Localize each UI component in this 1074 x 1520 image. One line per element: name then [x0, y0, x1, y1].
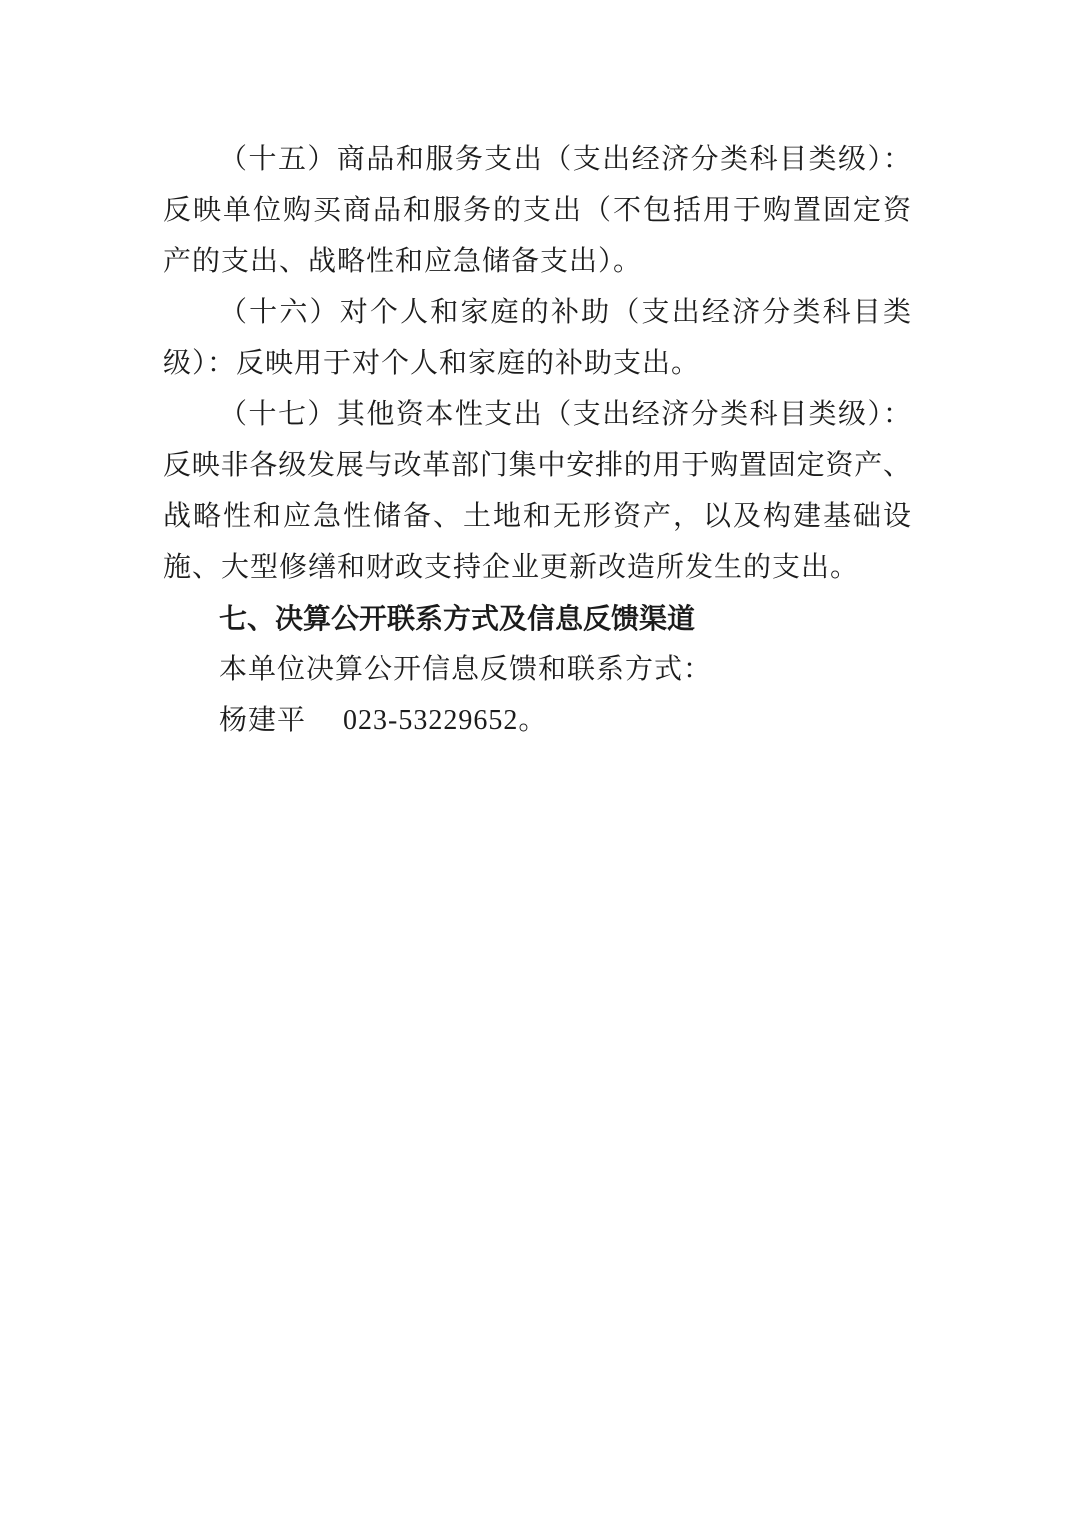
text-line: （十七）其他资本性支出（支出经济分类科目类级）： [219, 399, 911, 430]
paragraph-item-15 [163, 134, 911, 287]
text-line: 施、大型修缮和财政支持企业更新改造所发生的支出。 [163, 552, 860, 583]
text-line: 级）：反映用于对个人和家庭的补助支出。 [163, 348, 701, 379]
text-line: 产的支出、战略性和应急储备支出）。 [163, 246, 643, 277]
text-line: （十五）商品和服务支出（支出经济分类科目类级）： [219, 144, 911, 175]
contact-phone: 023-53229652。 [343, 705, 548, 736]
paragraph-item-17 [163, 389, 911, 593]
paragraph-item-16 [163, 287, 911, 389]
contact-name: 杨建平 [219, 705, 307, 736]
section-heading: 七、决算公开联系方式及信息反馈渠道 [219, 603, 696, 634]
contact-line [163, 695, 911, 746]
text-line: （十六）对个人和家庭的补助（支出经济分类科目类 [219, 297, 911, 328]
text-line: 反映非各级发展与改革部门集中安排的用于购置固定资产、 [163, 450, 911, 481]
contact-intro-line: 本单位决算公开信息反馈和联系方式： [219, 654, 713, 685]
text-line: 战略性和应急性储备、土地和无形资产，以及构建基础设 [163, 501, 911, 532]
text-line: 反映单位购买商品和服务的支出（不包括用于购置固定资 [163, 195, 911, 226]
